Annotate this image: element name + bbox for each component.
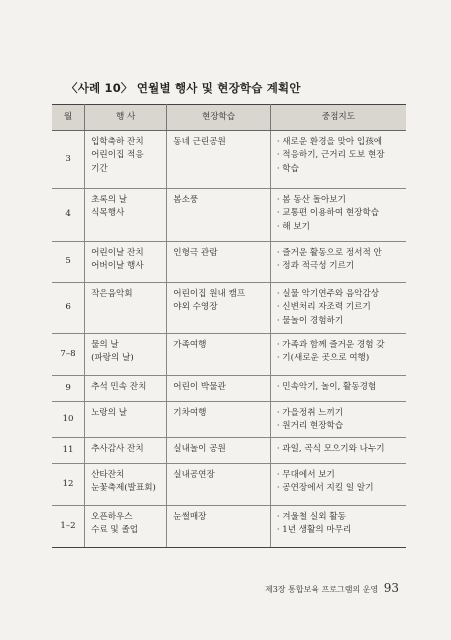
event-cell xyxy=(85,438,167,464)
table-row xyxy=(52,506,406,548)
field-trip-cell xyxy=(167,376,271,402)
focus-line: · 원거리 현장학습 xyxy=(277,420,400,433)
event-cell xyxy=(85,283,167,334)
focus-line: · 실물 악기연주와 음악감상 xyxy=(277,288,400,301)
field-line: 기차여행 xyxy=(173,408,207,418)
focus-line: · 무대에서 보기 xyxy=(277,469,400,482)
focus-cell xyxy=(270,283,406,334)
event-line: 추사감사 잔치 xyxy=(91,444,144,454)
table-row xyxy=(52,376,406,402)
focus-cell xyxy=(270,242,406,283)
focus-line: · 학습 xyxy=(277,163,400,176)
event-cell xyxy=(85,334,167,376)
event-cell xyxy=(85,464,167,506)
field-trip-cell xyxy=(167,131,271,189)
month-cell: 5 xyxy=(52,242,85,283)
table-row xyxy=(52,438,406,464)
month-cell: 1–2 xyxy=(52,506,85,548)
field-line: 실내놀이 공원 xyxy=(173,444,226,454)
focus-line: · 기(새로운 곳으로 여행) xyxy=(277,352,400,365)
focus-line: · 가족과 함께 즐거운 경험 갖 xyxy=(277,339,400,352)
table-row xyxy=(52,131,406,189)
table-header-row xyxy=(52,105,406,131)
table-row xyxy=(52,283,406,334)
field-trip-cell xyxy=(167,242,271,283)
table-row xyxy=(52,242,406,283)
focus-cell xyxy=(270,438,406,464)
field-trip-cell xyxy=(167,464,271,506)
focus-line: · 교통편 이용하여 현장학습 xyxy=(277,207,400,220)
focus-cell xyxy=(270,402,406,438)
focus-line: · 물놀이 경험하기 xyxy=(277,315,400,328)
focus-cell xyxy=(270,131,406,189)
focus-line: · 신변처리 자조력 기르기 xyxy=(277,301,400,314)
field-trip-cell xyxy=(167,402,271,438)
event-line: 어버이날 행사 xyxy=(91,261,144,272)
page-footer xyxy=(265,581,399,595)
event-line: 식목행사 xyxy=(91,208,125,219)
event-line: 산타잔치 xyxy=(91,470,125,480)
plan-table xyxy=(52,104,406,548)
focus-line: · 즐거운 활동으로 정서적 안 xyxy=(277,247,400,260)
focus-line: · 겨울철 실외 활동 xyxy=(277,511,400,524)
field-line: 눈썰매장 xyxy=(173,512,207,522)
focus-cell xyxy=(270,506,406,548)
focus-line: · 가을정취 느끼기 xyxy=(277,407,400,420)
header-event: 행 사 xyxy=(85,105,167,131)
focus-line: · 과일, 곡식 모으기와 나누기 xyxy=(277,443,400,456)
month-cell: 3 xyxy=(52,131,85,189)
focus-line: · 새로운 환경을 맞아 입孩에 xyxy=(277,136,400,149)
month-cell: 6 xyxy=(52,283,85,334)
header-field-trip: 현장학습 xyxy=(167,105,271,131)
focus-line: · 봄 동산 돌아보기 xyxy=(277,194,400,207)
month-cell: 10 xyxy=(52,402,85,438)
event-cell xyxy=(85,506,167,548)
field-line: 동네 근린공원 xyxy=(173,137,226,147)
field-trip-cell xyxy=(167,334,271,376)
field-line: 인형극 관람 xyxy=(173,248,218,258)
focus-cell xyxy=(270,334,406,376)
event-line: (파랑의 날) xyxy=(91,353,134,364)
focus-line: · 민속악기, 놀이, 활동경험 xyxy=(277,381,400,394)
event-line: 추석 민속 잔치 xyxy=(91,382,147,392)
table-row xyxy=(52,189,406,242)
focus-line: · 적응하기, 근거리 도보 현장 xyxy=(277,149,400,162)
field-line: 어린이집 원내 캠프 xyxy=(173,289,246,299)
focus-line: · 공연장에서 지킬 일 알기 xyxy=(277,482,400,495)
event-cell xyxy=(85,376,167,402)
field-line: 봄소풍 xyxy=(173,195,199,205)
header-focus: 중점지도 xyxy=(270,105,406,131)
event-cell xyxy=(85,131,167,189)
event-line: 오픈하우스 xyxy=(91,512,133,522)
table-row xyxy=(52,464,406,506)
focus-line: · 정과 적극성 기르기 xyxy=(277,260,400,273)
case-title: 〈사례 10〉 연월별 행사 및 현장학습 계획안 xyxy=(66,81,301,95)
header-month: 월 xyxy=(52,105,85,131)
focus-cell xyxy=(270,464,406,506)
event-line: 물의 날 xyxy=(91,340,119,350)
event-line: 입학축하 잔치 xyxy=(91,137,144,147)
table-body xyxy=(52,131,406,548)
focus-line: · 해 보기 xyxy=(277,221,400,234)
month-cell: 7–8 xyxy=(52,334,85,376)
event-line: 수료 및 졸업 xyxy=(91,525,139,536)
field-trip-cell xyxy=(167,189,271,242)
event-line: 초록의 날 xyxy=(91,195,128,205)
event-cell xyxy=(85,402,167,438)
field-trip-cell xyxy=(167,506,271,548)
event-line: 기간 xyxy=(91,163,108,174)
page-number: 93 xyxy=(383,581,399,595)
field-line: 야외 수영장 xyxy=(173,302,218,313)
field-trip-cell xyxy=(167,283,271,334)
month-cell: 11 xyxy=(52,438,85,464)
field-line: 실내공연장 xyxy=(173,470,215,480)
month-cell: 4 xyxy=(52,189,85,242)
event-cell xyxy=(85,189,167,242)
month-cell: 9 xyxy=(52,376,85,402)
event-line: 노랑의 날 xyxy=(91,408,128,418)
event-cell xyxy=(85,242,167,283)
chapter-label: 제3장 통합보육 프로그램의 운영 xyxy=(264,585,379,594)
event-line: 어린이날 잔치 xyxy=(91,248,144,258)
focus-line: · 1년 생활의 마무리 xyxy=(277,524,400,537)
event-line: 어린이집 적응 xyxy=(91,150,144,161)
field-trip-cell xyxy=(167,438,271,464)
field-line: 가족여행 xyxy=(173,340,207,350)
event-line: 작은음악회 xyxy=(91,289,133,299)
month-cell: 12 xyxy=(52,464,85,506)
table-row xyxy=(52,402,406,438)
focus-cell xyxy=(270,376,406,402)
focus-cell xyxy=(270,189,406,242)
field-line: 어린이 박물관 xyxy=(173,382,226,392)
event-line: 눈꽃축제(발표회) xyxy=(91,483,156,494)
table-row xyxy=(52,334,406,376)
